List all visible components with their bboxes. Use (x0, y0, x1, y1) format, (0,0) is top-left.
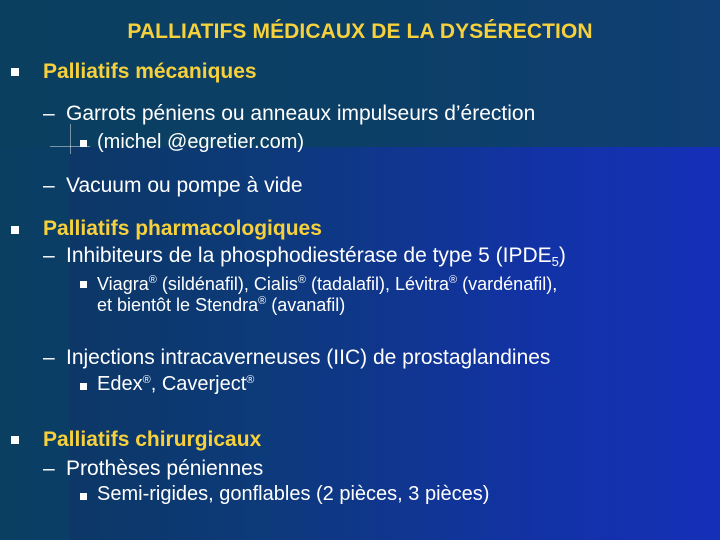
item-ipde5: Inhibiteurs de la phosphodiestérase de type 5 $(IPDE_5)$ (66, 244, 566, 269)
bullet-square-icon (80, 383, 87, 390)
background-left-band (0, 147, 70, 540)
item-semi-rigides: Semi-rigides, gonflables (2 pièces, 3 pièces) (97, 483, 490, 505)
bullet-square-icon (80, 493, 87, 500)
bullet-square-icon (11, 226, 19, 234)
bullet-square-icon (11, 68, 19, 76)
dash-icon: – (43, 244, 55, 267)
item-garrots: Garrots péniens ou anneaux impulseurs d’érection (66, 102, 536, 125)
heading-surgical: Palliatifs chirurgicaux (43, 428, 262, 451)
slide-title: PALLIATIFS MÉDICAUX DE LA DYSÉRECTION (127, 20, 593, 43)
item-drugs-line2: et bientôt le Stendra® (avanafil) (97, 295, 346, 315)
item-protheses: Prothèses péniennes (66, 457, 264, 480)
item-edex: Edex®, Caverject® (97, 373, 255, 395)
bullet-square-icon (80, 140, 87, 147)
dash-icon: – (43, 174, 55, 197)
item-drugs-line1: Viagra® (sildénafil), Cialis® (tadalafil), Lévitra® (vardénafil), (97, 274, 558, 294)
item-injections: Injections intracaverneuses (IIC) de prostaglandines (66, 346, 551, 369)
bullet-square-icon (80, 281, 87, 288)
decorative-vertical-line (70, 124, 71, 154)
heading-mechanical: Palliatifs mécaniques (43, 60, 257, 83)
item-email: (michel @egretier.com) (97, 131, 305, 153)
dash-icon: – (43, 102, 55, 125)
dash-icon: – (43, 457, 55, 480)
dash-icon: – (43, 346, 55, 369)
bullet-square-icon (11, 436, 19, 444)
item-vacuum: Vacuum ou pompe à vide (66, 174, 303, 197)
heading-pharma: Palliatifs pharmacologiques (43, 217, 322, 240)
